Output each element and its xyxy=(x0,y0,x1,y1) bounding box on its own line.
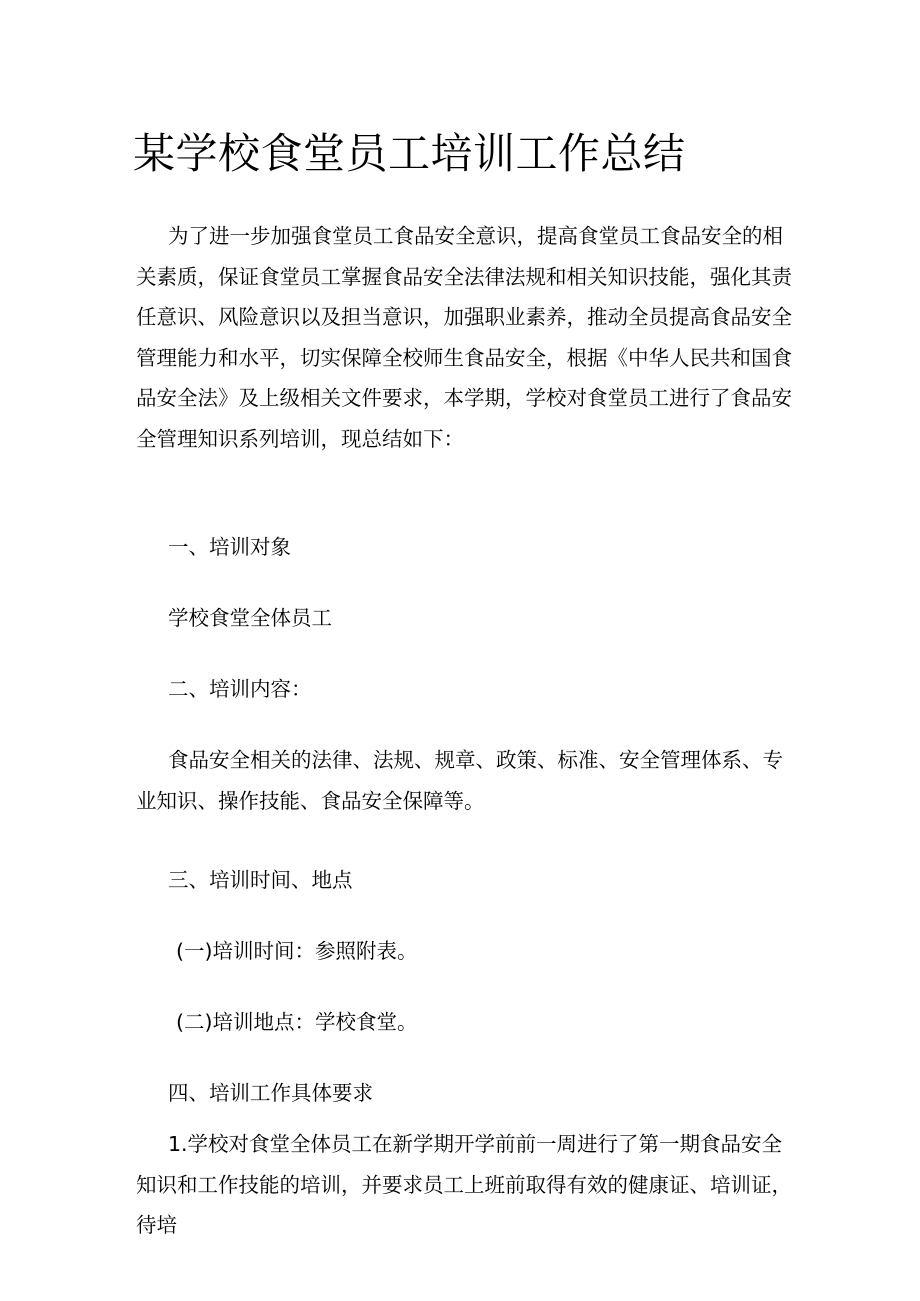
section-2-heading: 二、培训内容： xyxy=(168,677,312,701)
section-3-item-1: (一)培训时间：参照附表。 xyxy=(176,939,418,963)
intro-paragraph: 为了进一步加强食堂员工食品安全意识，提高食堂员工食品安全的相关素质，保证食堂员工掌握食品安全法律法规和相关知识技能，强化其责任意识、风险意识以及担当意识，加强职业素养，推动全员提高食品安全管理能力和水平，切实保障全校师生食品安全，根据《中华人民共和国食品安全法》及上级相关文件要求，本学期，学校对食堂员工进行了食品安全管理知识系列培训，现总结如下： xyxy=(136,224,792,451)
section-1-heading: 一、培训对象 xyxy=(168,535,291,559)
section-1-body: 学校食堂全体员工 xyxy=(168,606,332,630)
section-3-item-2: (二)培训地点：学校食堂。 xyxy=(176,1010,418,1034)
document-title: 某学校食堂员工培训工作总结 xyxy=(133,129,686,178)
section-4-heading: 四、培训工作具体要求 xyxy=(168,1081,373,1105)
section-4-item-1: 1.学校对食堂全体员工在新学期开学前前一周进行了第一期食品安全知识和工作技能的培训，并要求员工上班前取得有效的健康证、培训证，待培 xyxy=(136,1132,792,1238)
section-2-body: 食品安全相关的法律、法规、规章、政策、标准、安全管理体系、专业知识、操作技能、食品安全保障等。 xyxy=(136,748,783,813)
section-3-heading: 三、培训时间、地点 xyxy=(168,868,353,892)
